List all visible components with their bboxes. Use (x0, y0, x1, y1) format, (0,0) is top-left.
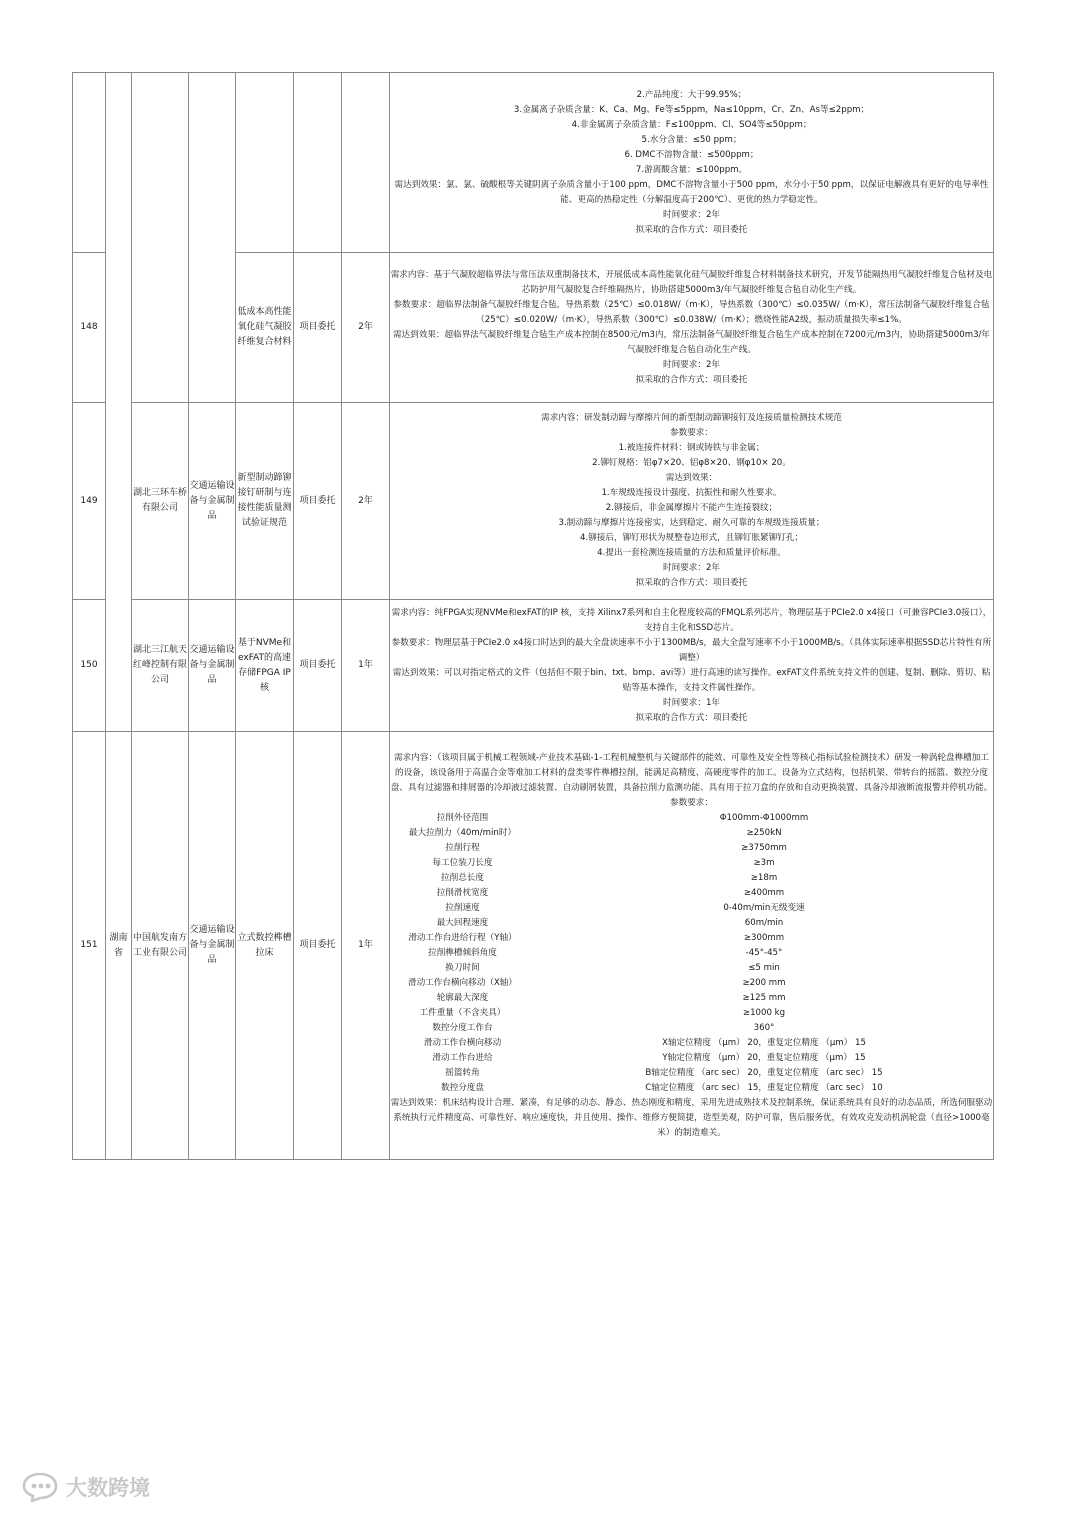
parameter-name: 拉削总长度 (441, 872, 484, 883)
requirement-line: 需求内容：（该项目属于机械工程领域-产业技术基础-1-工程机械整机与关键部件的能效、可靠性及安全性等核心指标试验检测技术）研发一种涡轮盘榫槽加工的设备，该设备用于高温合金等难加工材料的盘类零件榫槽拉削，能满足高精度、高硬度零件的加工。设备为立式结构，包括机架、带转台的摇篮、数控分度盘、具有过滤器和排屑器的冷却液过滤装置、自动刷屑装置，具备拉削力监测功能、具有用于拉刀盒的存放和自动更换装置、具备冷却液断流报警并停机功能。 (390, 752, 993, 793)
parameter-row (390, 961, 993, 976)
requirement-line: 需求内容：基于气凝胶超临界法与常压法双重制备技术，开展低成本高性能氧化硅气凝胶纤维复合材料制备技术研究，开发节能隔热用气凝胶纤维复合毡材及电芯防护用气凝胶复合纤维隔热片，协助搭建5000m3/年气凝胶纤维复合毡自动化生产线。 (390, 269, 993, 295)
cooperation-mode-cell: 项目委托 (294, 600, 342, 732)
parameter-name: 拉削榫槽倾斜角度 (428, 947, 497, 958)
requirement-line: 2.产品纯度：大于99.95%； (636, 89, 747, 100)
parameter-name: 工件重量（不含夹具） (419, 1007, 506, 1018)
requirement-line: 需达到效果：氯、氯、硫酸根等关键阴离子杂质含量小于100 ppm，DMC不溶物含量小于500 ppm，水分小于50 ppm，以保证电解液具有更好的电导率性能、更高的热稳定性（分解温度高于200℃）、更优的热力学稳定性。 (394, 179, 989, 205)
parameter-name: 滑动工作台横向移动 (423, 1037, 502, 1048)
requirement-line: 2.铆接后，非金属摩擦片不能产生连接裂纹； (605, 503, 778, 513)
project-name-cell: 低成本高性能氧化硅气凝胶纤维复合材料 (236, 253, 294, 403)
requirement-line: 3.金属离子杂质含量：K、Ca、Mg、Fe等≤5ppm，Na≤10ppm，Cr、Zn、As等≤2ppm； (513, 104, 870, 115)
project-name-cell: 立式数控榫槽拉床 (236, 732, 294, 1160)
period-cell: 1年 (342, 732, 390, 1160)
parameter-value: ≥3m (753, 857, 775, 868)
requirement-line: 4.非金属离子杂质含量：F≤100ppm、Cl、SO4等≤50ppm； (571, 119, 812, 130)
row-number-cell: 150 (73, 600, 106, 732)
cooperation-mode-cell (294, 73, 342, 253)
row-number-cell: 149 (73, 403, 106, 600)
parameter-name: 数控分度盘 (441, 1082, 484, 1093)
parameter-value: ≥400mm (743, 887, 785, 898)
requirement-line: 参数要求：物理层基于PCIe2.0 x4接口时达到的最大全盘读速率不小于1300MB/s，最大全盘写速率不小于1000MB/s。（具体实际速率根据SSD芯片特性有所调整） (391, 637, 992, 663)
province-cell (106, 73, 132, 732)
parameter-name: 拉削行程 (445, 842, 480, 853)
parameter-row (390, 901, 993, 916)
parameter-value: B轴定位精度 （arc sec） 20，重复定位精度 （arc sec） 15 (645, 1067, 883, 1078)
requirement-line: 拟采取的合作方式：项目委托 (635, 578, 748, 588)
field-cell (189, 73, 236, 403)
requirement-line: 3.制动蹄与摩擦片连接密实，达到稳定、耐久可靠的车规级连接质量； (558, 518, 825, 528)
row-number-cell: 151 (73, 732, 106, 1160)
requirement-line: 1.车规级连接设计强度、抗振性和耐久性要求。 (601, 488, 782, 498)
requirement-line: 参数要求：超临界法制备气凝胶纤维复合毡，导热系数（25℃）≤0.018W/（m·K），导热系数（300℃）≤0.035W/（m·K），常压法制备气凝胶纤维复合毡（25℃）≤0.020W/（m·K），导热系数（300℃）≤0.038W/（m·K）；燃烧性能A2级，振动质量损失率≤1%。 (393, 299, 990, 325)
requirements-table (72, 72, 994, 1160)
requirement-cell (390, 732, 994, 1160)
requirement-line: 时间要求：1年 (662, 697, 721, 708)
parameter-value: ≤5 min (748, 962, 780, 973)
requirement-line: 时间要求：2年 (662, 563, 721, 573)
cooperation-mode-cell: 项目委托 (294, 403, 342, 600)
parameter-row (390, 1066, 993, 1081)
organization-cell: 湖北三江航天红峰控制有限公司 (132, 600, 189, 732)
requirement-line: 需达到效果：机床结构设计合理、紧凑，有足够的动态、静态、热态刚度和精度，采用先进成熟技术及控制系统，保证系统具有良好的动态品质，所选伺服驱动系统执行元件精度高、可靠性好、响应速度快，并且使用、操作、维修方便简捷，造型美观，防护可靠，售后服务优，有效攻克发动机涡轮盘（直径>1000毫米）的制造难关。 (390, 1097, 993, 1138)
parameter-row (390, 946, 993, 961)
table-row (73, 600, 994, 732)
parameter-value: 60m/min (744, 917, 784, 928)
requirement-line: 需达到效果：可以对指定格式的文件（包括但不限于bin、txt、bmp、avi等）进行高速的读写操作。exFAT文件系统支持文件的创建、复制、删除、剪切、粘贴等基本操作，支持文件属性操作。 (392, 667, 991, 693)
parameter-row (390, 1036, 993, 1051)
parameter-row (390, 871, 993, 886)
parameter-name: 拉削滑枕宽度 (436, 887, 489, 898)
parameter-value: ≥1000 kg (742, 1007, 786, 1018)
parameter-name: 轮廓最大深度 (436, 992, 489, 1003)
organization-cell (132, 73, 189, 403)
cooperation-mode-cell: 项目委托 (294, 732, 342, 1160)
parameter-value: 0-40m/min无级变速 (723, 902, 805, 913)
period-cell (342, 73, 390, 253)
field-cell: 交通运输设备与金属制品 (189, 732, 236, 1160)
requirement-cell (390, 253, 994, 403)
parameter-name: 滑动工作台进给 (432, 1052, 493, 1063)
row-number-cell (73, 73, 106, 253)
table-row (73, 403, 994, 600)
parameter-value: -45°-45° (745, 947, 783, 958)
parameter-row (390, 841, 993, 856)
parameter-row (390, 976, 993, 991)
requirement-line: 拟采取的合作方式：项目委托 (635, 374, 748, 385)
parameter-name: 每工位装刀长度 (432, 857, 493, 868)
parameter-row (390, 811, 993, 826)
requirement-line: 拟采取的合作方式：项目委托 (635, 712, 748, 723)
parameter-row (390, 916, 993, 931)
period-cell: 2年 (342, 403, 390, 600)
parameter-name: 拉削速度 (445, 902, 480, 913)
requirement-line: 1.被连接件材料：钢或铸铁与非金属； (618, 443, 765, 453)
requirement-line: 参数要求： (670, 797, 713, 808)
parameter-value: ≥250kN (746, 827, 782, 838)
requirement-cell (390, 403, 994, 600)
parameter-name: 数控分度工作台 (432, 1022, 493, 1033)
parameter-name: 滑动工作台横向移动（X轴） (407, 977, 517, 988)
requirement-line: 5.水分含量：≤50 ppm； (641, 134, 742, 145)
parameter-row (390, 826, 993, 841)
requirement-line: 6. DMC不溶物含量：≤500ppm； (624, 149, 759, 160)
parameter-row (390, 1051, 993, 1066)
parameter-row (390, 991, 993, 1006)
cooperation-mode-cell: 项目委托 (294, 253, 342, 403)
project-name-cell (236, 73, 294, 253)
parameter-name: 滑动工作台进给行程（Y轴） (408, 932, 517, 943)
requirement-line: 2.铆钉规格：铝φ7×20、铝φ8×20、钢φ10× 20。 (592, 458, 791, 468)
requirement-cell (390, 73, 994, 253)
requirement-line: 需达到效果： (665, 473, 718, 483)
parameter-row (390, 931, 993, 946)
parameter-value: ≥200 mm (742, 977, 786, 988)
requirement-line: 4.铆接后，铆钉形状为规整卷边形式，且铆钉胀紧铆钉孔； (579, 533, 804, 543)
parameter-value: Φ100mm-Φ1000mm (719, 812, 809, 823)
requirement-line: 时间要求：2年 (662, 359, 721, 370)
chat-bubble-logo-icon (20, 1472, 60, 1502)
watermark (20, 1470, 150, 1504)
requirement-line: 4.提出一套检测连接质量的方法和质量评价标准。 (597, 548, 786, 558)
period-cell: 2年 (342, 253, 390, 403)
row-number-cell: 148 (73, 253, 106, 403)
period-cell: 1年 (342, 600, 390, 732)
parameter-name: 拉削外径范围 (436, 812, 489, 823)
parameter-row (390, 886, 993, 901)
table-row (73, 73, 994, 253)
requirement-line: 需求内容：纯FPGA实现NVMe和exFAT的IP 核，支持 Xilinx7系列和自主化程度较高的FMQL系列芯片，物理层基于PCIe2.0 x4接口（可兼容PCIe3.0接口），支持自主化和SSD芯片。 (391, 607, 992, 633)
parameter-name: 换刀时间 (445, 962, 480, 973)
parameter-name: 摇篮转角 (445, 1067, 480, 1078)
parameter-list (390, 811, 993, 1096)
requirement-cell (390, 600, 994, 732)
parameter-value: ≥300mm (743, 932, 785, 943)
parameter-value: Y轴定位精度 （μm） 20，重复定位精度 （μm） 15 (662, 1052, 866, 1063)
project-name-cell: 基于NVMe和exFAT的高速存储FPGA IP核 (236, 600, 294, 732)
watermark-text: 大数跨境 (66, 1476, 150, 1500)
requirement-line: 7.游离酸含量：≤100ppm。 (635, 164, 748, 175)
organization-cell: 中国航发南方工业有限公司 (132, 732, 189, 1160)
project-name-cell: 新型制动蹄铆接钉研制与连接性能质量测试验证规范 (236, 403, 294, 600)
parameter-row (390, 1006, 993, 1021)
parameter-value: C轴定位精度 （arc sec） 15，重复定位精度 （arc sec） 10 (645, 1082, 883, 1093)
organization-cell: 湖北三环车桥有限公司 (132, 403, 189, 600)
parameter-value: 360° (753, 1022, 775, 1033)
province-cell: 湖南省 (106, 732, 132, 1160)
field-cell: 交通运输设备与金属制品 (189, 600, 236, 732)
parameter-row (390, 856, 993, 871)
table-row (73, 732, 994, 1160)
requirement-line: 拟采取的合作方式：项目委托 (635, 224, 748, 235)
parameter-value: ≥125 mm (742, 992, 786, 1003)
parameter-value: ≥3750mm (741, 842, 787, 853)
requirement-line: 时间要求：2年 (662, 209, 721, 220)
parameter-value: ≥18m (750, 872, 778, 883)
parameter-name: 最大回程速度 (436, 917, 489, 928)
parameter-value: X轴定位精度 （μm） 20，重复定位精度 （μm） 15 (662, 1037, 866, 1048)
parameter-row (390, 1081, 993, 1096)
requirement-line: 需达到效果：超临界法气凝胶纤维复合毡生产成本控制在8500元/m3内，常压法制备气凝胶纤维复合毡生产成本控制在7200元/m3内，协助搭建5000m3/年气凝胶纤维复合毡自动化生产线。 (392, 329, 991, 355)
parameter-name: 最大拉削力（40m/min时） (408, 827, 517, 838)
field-cell: 交通运输设备与金属制品 (189, 403, 236, 600)
requirement-line: 参数要求： (670, 428, 713, 438)
requirement-line: 需求内容：研发制动蹄与摩擦片间的新型制动蹄铆接钉及连接质量检测技术规范 (541, 413, 842, 423)
parameter-row (390, 1021, 993, 1036)
